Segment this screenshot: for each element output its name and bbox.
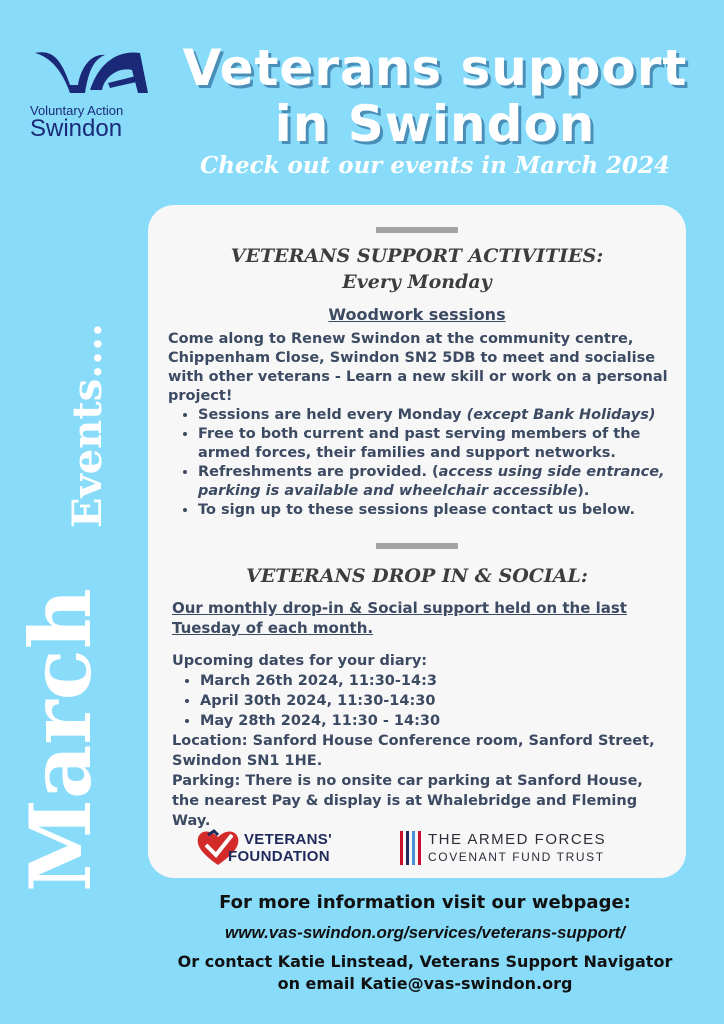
activities-subheading: Every Monday: [342, 271, 492, 293]
dropin-heading: VETERANS DROP IN & SOCIAL:: [246, 565, 588, 587]
side-banner: [6, 210, 116, 900]
footer-contact-line1: Or contact Katie Linstead, Veterans Support Navigator: [177, 952, 673, 971]
armed-forces-covenant-logo: [398, 827, 638, 871]
title-line1: Veterans support: [182, 39, 688, 97]
woodwork-title: Woodwork sessions: [328, 305, 506, 324]
vas-logo-mark-icon: [30, 45, 160, 105]
vf-line1: VETERANS': [244, 831, 332, 848]
af-line2: COVENANT FUND TRUST: [428, 850, 605, 864]
activities-body: [168, 330, 678, 520]
veterans-foundation-logo: [194, 827, 364, 871]
activities-heading: VETERANS SUPPORT ACTIVITIES:: [230, 245, 604, 267]
dropin-intro: Our monthly drop-in & Social support held on the last Tuesday of each month.: [172, 599, 627, 637]
dropin-parking: Parking: There is no onsite car parking at Sanford House, the nearest Pay & display is at Whalebridge and Fleming Way.: [172, 773, 643, 829]
vf-line2: FOUNDATION: [228, 848, 330, 865]
list-item: • May 28th 2024, 11:30 - 14:30: [200, 711, 672, 731]
footer-contact-line2: on email Katie@vas-swindon.org: [277, 974, 573, 993]
side-word-march: March: [11, 588, 110, 892]
title-line2: in Swindon: [274, 95, 596, 153]
dates-label: Upcoming dates for your diary:: [172, 653, 428, 669]
dates-list: [172, 671, 672, 731]
af-line1: THE ARMED FORCES: [428, 831, 607, 848]
list-item: • March 26th 2024, 11:30-14:3: [200, 671, 672, 691]
activities-list: [168, 406, 678, 520]
divider-middle: [376, 543, 458, 549]
dropin-location: Location: Sanford House Conference room, Sanford Street, Swindon SN1 1HE.: [172, 733, 655, 769]
stripes-icon: [400, 831, 422, 865]
footer-contact: [140, 951, 710, 995]
list-item: • Sessions are held every Monday (except Bank Holidays): [198, 406, 678, 425]
logo-org-line2: Swindon: [30, 115, 123, 142]
footer-info: For more information visit our webpage:: [219, 892, 631, 913]
divider-top: [376, 227, 458, 233]
page-title: [170, 40, 700, 152]
list-item: • To sign up to these sessions please contact us below.: [198, 501, 678, 520]
dropin-body: [172, 651, 672, 831]
subtitle: Check out our events in March 2024: [199, 152, 671, 179]
list-item: • Refreshments are provided. (access using side entrance, parking is available and wheelchair accessible).: [198, 463, 678, 501]
logo-org-line1: Voluntary Action: [30, 103, 124, 118]
list-item: • Free to both current and past serving members of the armed forces, their families and support networks.: [198, 425, 678, 463]
events-card: [148, 205, 686, 878]
partner-logos: [148, 827, 686, 871]
activities-intro: Come along to Renew Swindon at the community centre, Chippenham Close, Swindon SN2 5DB to meet and socialise with other veterans - Learn a new skill or work on a personal project!: [168, 331, 668, 404]
list-item: • April 30th 2024, 11:30-14:30: [200, 691, 672, 711]
side-word-events: Events....: [64, 323, 111, 528]
footer-url-link[interactable]: www.vas-swindon.org/services/veterans-support/: [225, 923, 625, 942]
